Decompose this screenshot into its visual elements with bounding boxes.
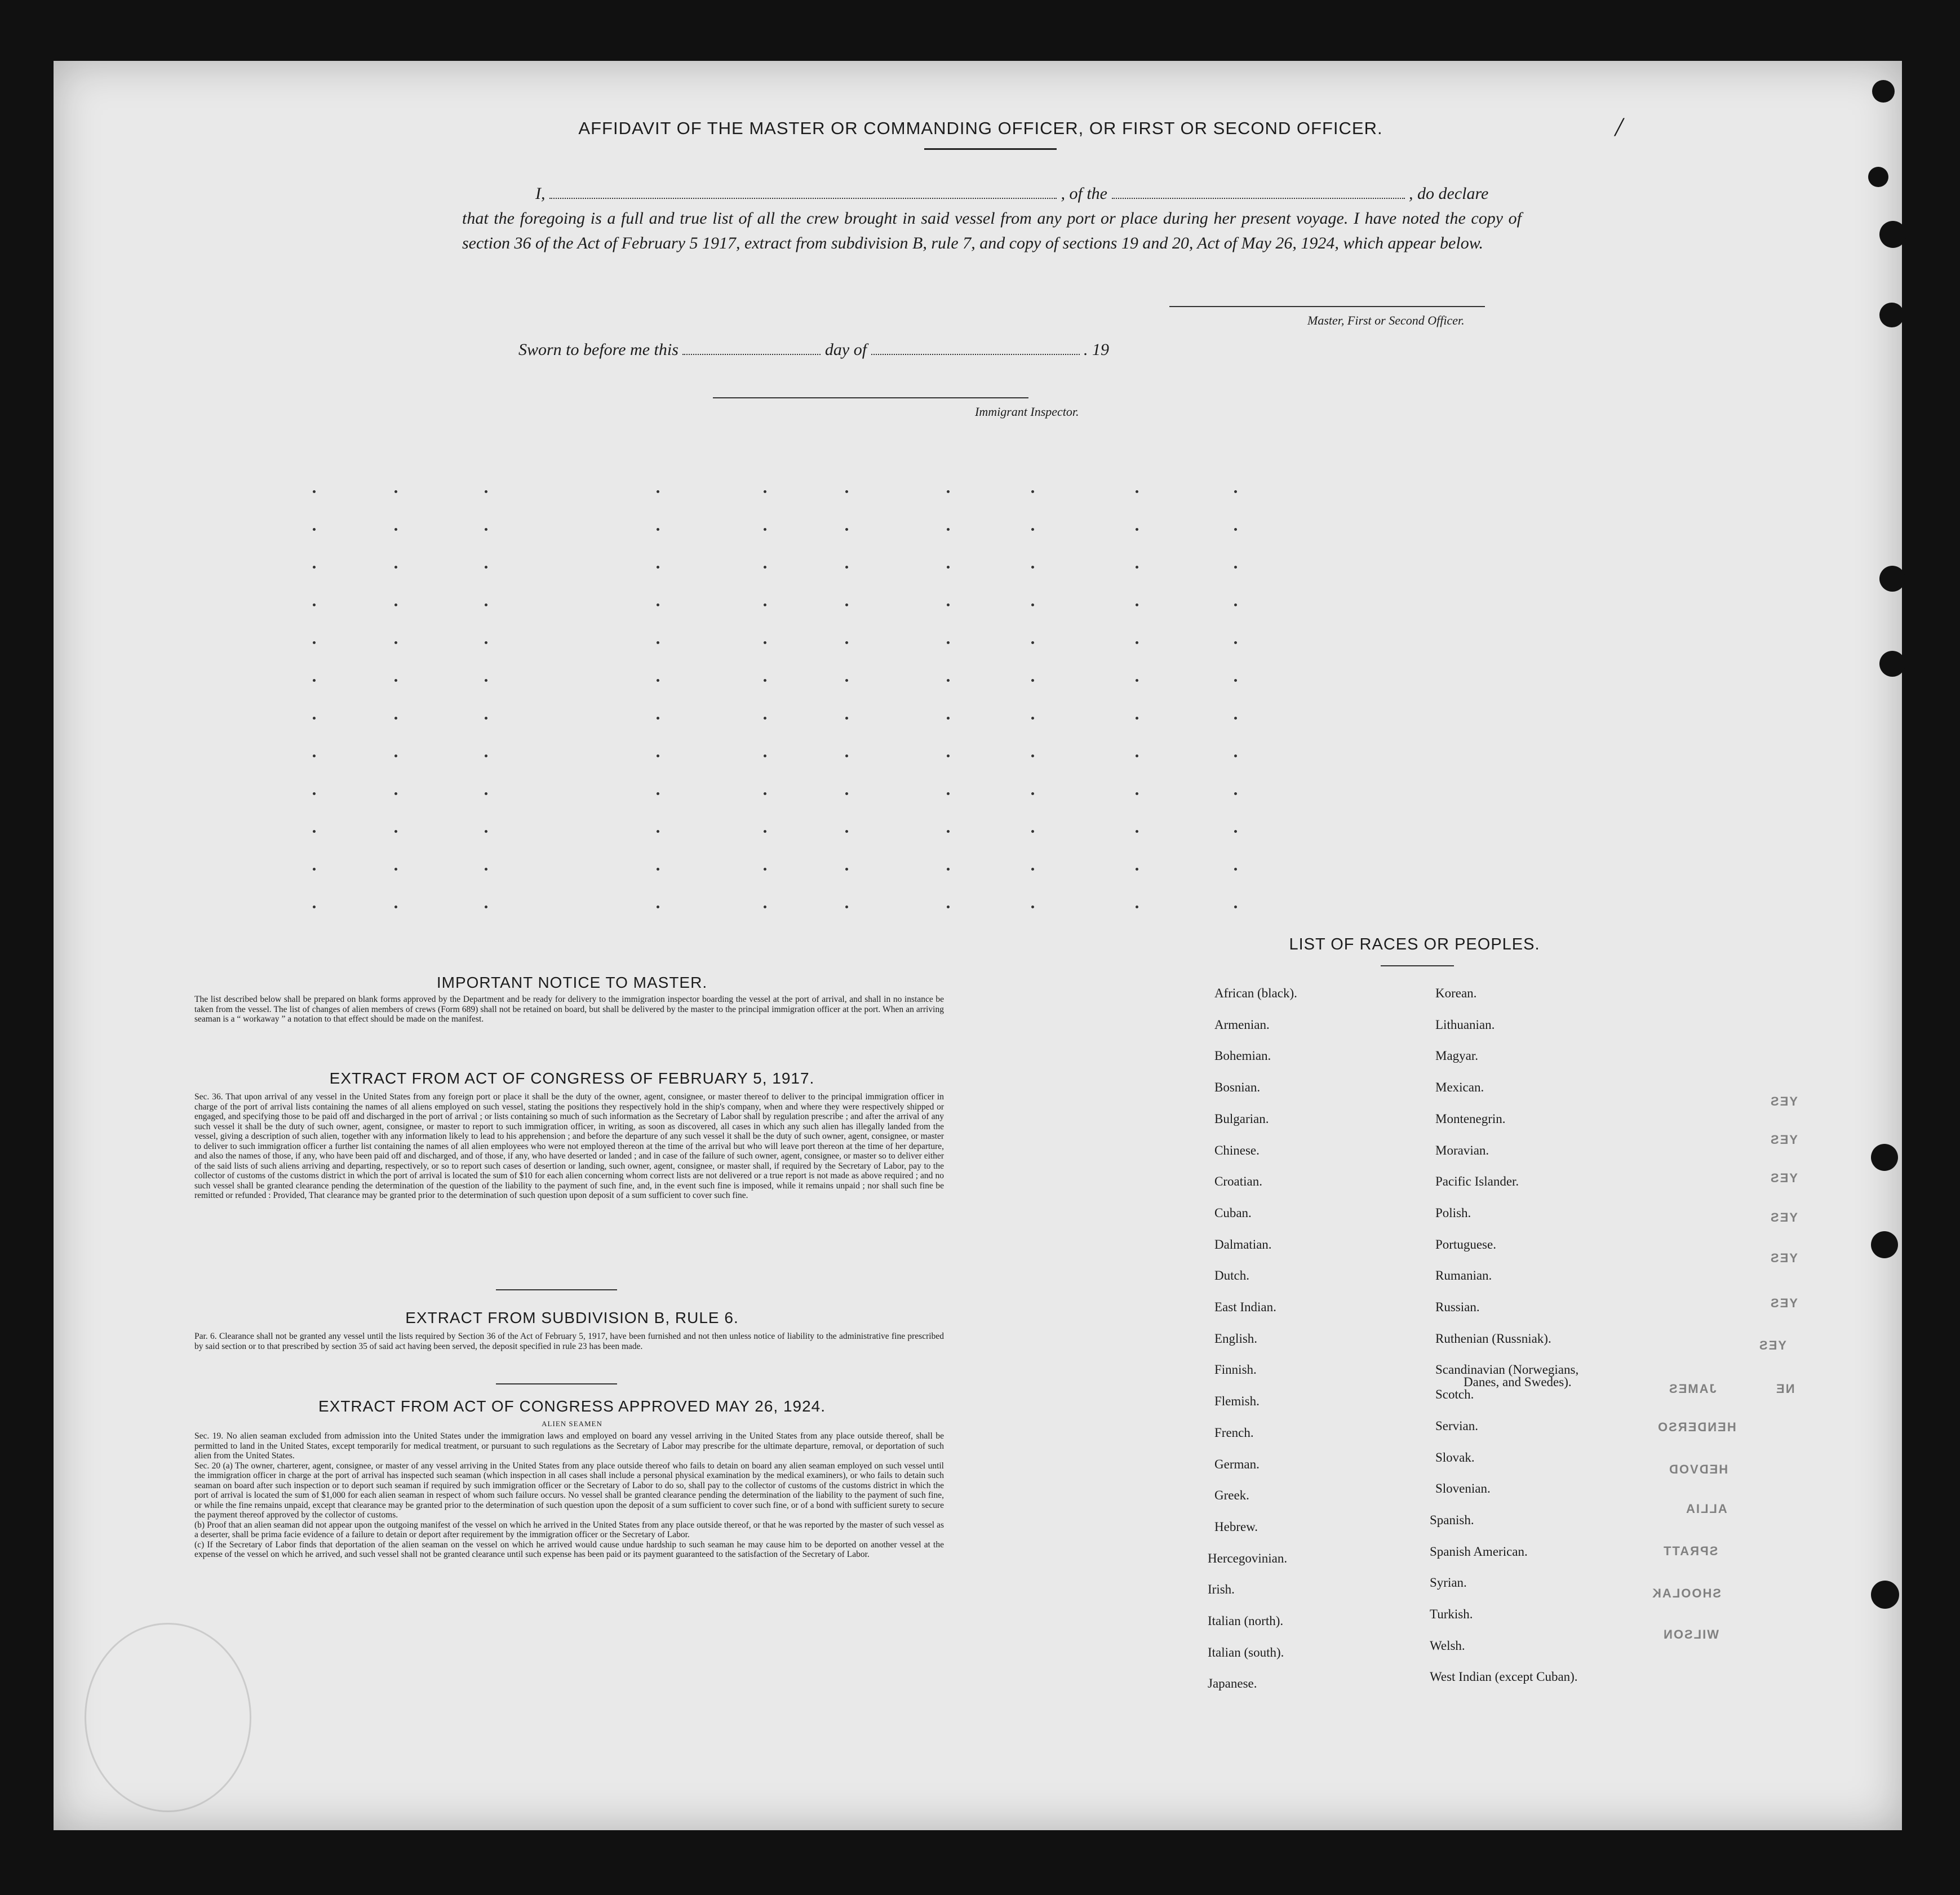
name-blank [549, 184, 1057, 199]
races-heading-rule [1381, 965, 1454, 966]
faint-dot [313, 679, 316, 682]
faint-dot [1234, 830, 1237, 833]
race-item: African (black). [1214, 986, 1297, 1000]
faint-dot [1234, 755, 1237, 757]
bleed-through-mark: YES [1770, 1210, 1798, 1224]
title-underline [924, 148, 1057, 150]
race-item: Scandinavian (Norwegians, [1435, 1363, 1579, 1377]
race-item: Dutch. [1214, 1268, 1249, 1282]
faint-dot [845, 792, 848, 795]
punch-hole [1879, 651, 1905, 677]
faint-dot [657, 755, 659, 757]
faint-dot [657, 868, 659, 871]
punch-hole [1872, 80, 1895, 103]
affidavit-title: AFFIDAVIT OF THE MASTER OR COMMANDING OFFICER, OR FIRST OR SECOND OFFICER. [578, 118, 1383, 138]
faint-dot [947, 641, 950, 644]
faint-dot [1031, 490, 1034, 493]
section-divider [496, 1383, 617, 1384]
vessel-blank [1112, 184, 1405, 199]
section-divider [496, 1289, 617, 1290]
race-item: Italian (north). [1208, 1614, 1284, 1628]
bleed-through-mark: HEDVOD [1668, 1462, 1728, 1476]
faint-dot [1031, 603, 1034, 606]
faint-dot [845, 755, 848, 757]
faint-dot [1136, 868, 1138, 871]
race-item: Magyar. [1435, 1049, 1479, 1063]
race-item: Spanish American. [1430, 1545, 1528, 1559]
faint-dot [947, 566, 950, 569]
punch-hole [1871, 1144, 1898, 1171]
subdivision-b-heading: EXTRACT FROM SUBDIVISION B, RULE 6. [405, 1309, 739, 1326]
faint-dot [313, 830, 316, 833]
faint-dot [947, 679, 950, 682]
faint-dot [1031, 830, 1034, 833]
faint-dot [394, 868, 397, 871]
faint-dot [845, 868, 848, 871]
race-item: Cuban. [1214, 1206, 1252, 1220]
faint-dot [1136, 717, 1138, 720]
race-item: Greek. [1214, 1488, 1249, 1502]
bleed-through-mark: HENDERSO [1657, 1420, 1736, 1434]
faint-dot [394, 792, 397, 795]
faint-dot [947, 830, 950, 833]
faint-dot [1234, 490, 1237, 493]
punch-hole [1879, 303, 1904, 327]
faint-dot [657, 490, 659, 493]
sworn-prefix: Sworn to before me this [518, 340, 679, 359]
bleed-through-mark: YES [1770, 1094, 1798, 1108]
faint-dot [1234, 792, 1237, 795]
faint-dot [947, 906, 950, 908]
month-blank [871, 341, 1080, 355]
faint-dot [313, 528, 316, 531]
faint-dot [764, 717, 766, 720]
faint-dot [313, 490, 316, 493]
race-item: Rumanian. [1435, 1268, 1492, 1282]
declaration-of-the: , of the [1061, 184, 1107, 203]
race-item: Bohemian. [1214, 1049, 1271, 1063]
bleed-through-mark: YES [1770, 1251, 1798, 1265]
section-20c: (c) If the Secretary of Labor finds that deportation of the alien seaman on the vessel on which he arrived would cause undue hardship to such seaman he may cause him to be deported on another vessel at the expense of the vessel on which he arrived, and such vessel shall not be granted clearance until such expense has been paid or its payment guaranteed to the satisfaction of the Secretary of Labor. [194, 1539, 944, 1559]
race-item: Moravian. [1435, 1143, 1489, 1157]
race-item: Hercegovinian. [1208, 1551, 1288, 1565]
master-signature-caption: Master, First or Second Officer. [1307, 313, 1465, 327]
alien-seamen-subheading: ALIEN SEAMEN [542, 1419, 602, 1428]
race-item: Turkish. [1430, 1607, 1473, 1621]
faint-dot [1136, 528, 1138, 531]
faint-dot [394, 717, 397, 720]
race-item: Flemish. [1214, 1394, 1260, 1408]
race-item: Bosnian. [1214, 1080, 1261, 1094]
faded-seal [85, 1623, 251, 1812]
faint-dot [1136, 603, 1138, 606]
faint-dot [485, 717, 487, 720]
faint-dot [485, 566, 487, 569]
faint-dot [313, 641, 316, 644]
inspector-signature-line [713, 397, 1028, 398]
subdivision-b-body: Par. 6. Clearance shall not be granted any vessel until the lists required by Section 36 of the Act of February 5, 1917, have been furnished and not then unless notice of liability to the administrative fine prescribed by said section or to that prescribed by section 35 of said act having been served, the deposit specified in rule 23 has been made. [194, 1332, 944, 1351]
faint-dot [1136, 792, 1138, 795]
faint-dot [1136, 906, 1138, 908]
race-scandinavian-continued: Danes, and Swedes). [1464, 1375, 1572, 1389]
faint-dot [394, 490, 397, 493]
race-item: Bulgarian. [1214, 1112, 1269, 1126]
faint-dot [1031, 679, 1034, 682]
section-19: Sec. 19. No alien seaman excluded from admission into the United States under the immigration laws and employed on board any vessel arriving in the United States from any place outside thereof, shall be permitted to land in the United States, except temporarily for medical treatment, or pursuant to such regulations as the Secretary of Labor may prescribe for the ultimate departure, removal, or deportation of such alien from the United States. [194, 1431, 944, 1461]
race-item: Slovak. [1435, 1450, 1475, 1464]
page-mark: / [1615, 112, 1623, 142]
faint-dot [1234, 906, 1237, 908]
race-item: Italian (south). [1208, 1645, 1284, 1659]
race-item: Croatian. [1214, 1174, 1262, 1188]
race-item: Portuguese. [1435, 1237, 1496, 1252]
faint-dot [845, 717, 848, 720]
faint-dot [657, 528, 659, 531]
faint-dot [1234, 603, 1237, 606]
faint-dot [657, 679, 659, 682]
faint-dot [394, 566, 397, 569]
faint-dot [764, 830, 766, 833]
race-item: French. [1214, 1426, 1254, 1440]
sworn-line [518, 340, 1109, 360]
faint-dot [313, 868, 316, 871]
faint-dot [1234, 717, 1237, 720]
faint-dot [1234, 641, 1237, 644]
extract-1917-heading: EXTRACT FROM ACT OF CONGRESS OF FEBRUARY 5, 1917. [329, 1069, 815, 1087]
punch-hole [1871, 1581, 1899, 1609]
races-heading: LIST OF RACES OR PEOPLES. [1289, 935, 1540, 953]
faint-dot [1136, 830, 1138, 833]
race-item: West Indian (except Cuban). [1430, 1670, 1578, 1684]
faint-dot [764, 490, 766, 493]
faint-dot [947, 717, 950, 720]
faint-dot [394, 603, 397, 606]
faint-dot [313, 566, 316, 569]
faint-dot [764, 792, 766, 795]
faint-dot [657, 792, 659, 795]
faint-dot [1234, 528, 1237, 531]
race-item: Scotch. [1435, 1387, 1474, 1401]
race-item: Spanish. [1430, 1513, 1474, 1527]
race-item: Polish. [1435, 1206, 1471, 1220]
faint-dot [947, 528, 950, 531]
faint-dot [485, 641, 487, 644]
faint-dot [394, 528, 397, 531]
faint-dot [1234, 679, 1237, 682]
declaration-do-declare: , do declare [1409, 184, 1489, 203]
race-item: Dalmatian. [1214, 1237, 1272, 1252]
faint-dot [947, 792, 950, 795]
faint-dot [1136, 641, 1138, 644]
faint-dot [845, 566, 848, 569]
faint-dot [764, 528, 766, 531]
faint-dot [657, 906, 659, 908]
faint-dot [1031, 717, 1034, 720]
faint-dot [1031, 641, 1034, 644]
declaration-statement: that the foregoing is a full and true list of all the crew brought in said vessel from any port or place during her present voyage. I have noted the copy of section 36 of the Act of February 5 1917, extract from subdivision B, rule 7, and copy of sections 19 and 20, Act of May 26, 1924, which appear below. [462, 209, 1522, 252]
bleed-through-mark: YES [1758, 1338, 1787, 1352]
faint-dot [845, 603, 848, 606]
faint-dot [313, 717, 316, 720]
race-item: Ruthenian (Russniak). [1435, 1332, 1551, 1346]
punch-hole [1868, 167, 1888, 187]
faint-dot [764, 603, 766, 606]
bleed-through-mark: YES [1770, 1296, 1798, 1310]
faint-dot [313, 603, 316, 606]
race-item: English. [1214, 1332, 1258, 1346]
faint-dot [1234, 868, 1237, 871]
faint-dot [657, 641, 659, 644]
race-item: Pacific Islander. [1435, 1174, 1519, 1188]
master-signature-line [1169, 306, 1485, 307]
faint-dot [313, 906, 316, 908]
declaration-i: I, [535, 184, 546, 203]
faint-dot [313, 755, 316, 757]
race-item: Japanese. [1208, 1676, 1257, 1690]
faint-dot [1031, 528, 1034, 531]
faint-dot [485, 830, 487, 833]
faint-dot [485, 490, 487, 493]
faint-dot [394, 830, 397, 833]
faint-dot [947, 603, 950, 606]
punch-hole [1879, 566, 1905, 592]
faint-dot [1136, 755, 1138, 757]
race-item: Lithuanian. [1435, 1018, 1495, 1032]
faint-dot [485, 528, 487, 531]
faint-dot [764, 755, 766, 757]
faint-dot [394, 679, 397, 682]
faint-dot [845, 906, 848, 908]
faint-dot [764, 641, 766, 644]
faint-dot [485, 868, 487, 871]
extract-1917-body: Sec. 36. That upon arrival of any vessel in the United States from any foreign port or place it shall be the duty of the owner, agent, consignee, or master thereof to deliver to the principal immigration officer in charge of the port of arrival lists containing the names of all aliens employed on such vessel, stating the positions they respectively hold in the ship's company, when and where they were respectively shipped or engaged, and specifying those to be paid off and discharged in the port of arrival ; or lists containing so much of such information as the Secretary of Labor shall by regulation prescribe ; and after the arrival of any such vessel it shall be the duty of such owner, agent, consignee, or master to report to such immigration officer, in writing, as soon as discovered, all cases in which any such alien has illegally landed from the vessel, giving a description of such alien, together with any information likely to lead to his apprehension ; and before the departure of any such vessel it shall be the duty of such owner, agent, consignee, or master to deliver to such immigration officer a further list containing the names of all alien employees who were not employed thereon at the time of the arrival but who will leave port thereon at the time of her departure, and also the names of those, if any, who have been paid off and discharged, and of those, if any, who have deserted or landed ; and in case of the failure of such owner, agent, consignee, or master so to deliver either of the said lists of such aliens arriving and departing, respectively, or so to report such cases of desertion or landing, such owner, agent, consignee, or master shall, if required by the Secretary of Labor, pay to the collector of customs of the customs district in which the port of arrival is located the sum of $10 for each alien concerning whom correct lists are not delivered or a true report is not made as above required ; and no such vessel shall be granted clearance pending the determination of the question of the liability to the payment of such fine, and, in the event such fine is imposed, while it remains unpaid ; nor shall such fine be remitted or refunded : Provided, That clearance may be granted prior to the determination of such question upon deposit of a sum sufficient to cover such fine. [194, 1092, 944, 1200]
race-item: Syrian. [1430, 1576, 1467, 1590]
faint-dot [1031, 755, 1034, 757]
faint-dot [1031, 566, 1034, 569]
faint-dot [1136, 566, 1138, 569]
race-item: Russian. [1435, 1300, 1480, 1314]
faint-dot [764, 679, 766, 682]
faint-dot [1031, 906, 1034, 908]
faint-dot [845, 830, 848, 833]
race-item: East Indian. [1214, 1300, 1276, 1314]
faint-dot [1136, 679, 1138, 682]
notice-heading: IMPORTANT NOTICE TO MASTER. [436, 974, 708, 991]
race-item: Korean. [1435, 986, 1477, 1000]
extract-1924-body [194, 1431, 944, 1560]
bleed-through-mark: YES [1770, 1133, 1798, 1147]
faint-dot [657, 717, 659, 720]
bleed-through-mark: ALLIA [1685, 1502, 1727, 1516]
faint-dot [1031, 792, 1034, 795]
inspector-caption: Immigrant Inspector. [975, 405, 1079, 419]
faint-dot [845, 528, 848, 531]
bleed-through-mark: JAMES [1668, 1382, 1717, 1396]
race-item: Chinese. [1214, 1143, 1260, 1157]
faint-dot [485, 603, 487, 606]
faint-dot [1031, 868, 1034, 871]
race-item: Mexican. [1435, 1080, 1484, 1094]
race-item: Irish. [1208, 1582, 1235, 1596]
faint-dot [394, 641, 397, 644]
race-item: Hebrew. [1214, 1520, 1258, 1534]
faint-dot [485, 679, 487, 682]
faint-dot [947, 868, 950, 871]
section-20a: Sec. 20 (a) The owner, charterer, agent, consignee, or master of any vessel arriving in the United States from any place outside thereof who fails to detain on board any alien seaman employed on such vessel until the immigration officer in charge at the port of arrival has inspected such seaman (which inspection in all cases shall include a personal physical examination by the medical examiners), or who fails to detain such seaman on board after such inspection or to deport such seaman if required by such immigration officer or the Secretary of Labor to do so, shall pay to the collector of customs of the customs district in which the port of arrival is located the sum of $1,000 for each alien seaman in respect of whom such failure occurs. No vessel shall be granted clearance pending the determination of the liability to the payment of such fine, or while the fine remains unpaid, except that clearance may be granted prior to the determination of such question upon the deposit of a sum sufficient to cover such fine, or of a bond with sufficient surety to secure the payment thereof approved by the collector of customs. [194, 1461, 944, 1520]
day-blank [682, 341, 821, 355]
faint-dot [764, 868, 766, 871]
faint-dot [947, 755, 950, 757]
extract-1924-heading: EXTRACT FROM ACT OF CONGRESS APPROVED MAY 26, 1924. [318, 1397, 826, 1415]
faint-dot [313, 792, 316, 795]
punch-hole [1879, 221, 1906, 248]
race-item: Slovenian. [1435, 1481, 1491, 1495]
faint-dot [845, 679, 848, 682]
race-item: Welsh. [1430, 1639, 1465, 1653]
document-sheet [54, 61, 1902, 1830]
faint-dot [485, 792, 487, 795]
bleed-through-mark: NE [1775, 1382, 1795, 1396]
faint-dot [394, 906, 397, 908]
faint-dot [657, 603, 659, 606]
faint-dot [1136, 490, 1138, 493]
faint-dot [845, 641, 848, 644]
notice-body: The list described below shall be prepared on blank forms approved by the Department and be ready for delivery to the immigration inspector boarding the vessel at the port of arrival, and shall in no instance be taken from the vessel. The list of changes of alien members of crews (Form 689) shall not be retained on board, but shall be delivered by the master to the principal immigration officer at the port. When an arriving seaman is a “ workaway ” a notation to that effect should be made on the manifest. [194, 995, 944, 1024]
bleed-through-mark: WILSON [1662, 1627, 1719, 1641]
sworn-day-of: day of [824, 340, 867, 359]
faint-dot [485, 906, 487, 908]
faint-dot [394, 755, 397, 757]
race-item: Armenian. [1214, 1018, 1270, 1032]
sworn-year: . 19 [1084, 340, 1110, 359]
bleed-through-mark: SHOOLAK [1651, 1586, 1721, 1600]
faint-dot [1234, 566, 1237, 569]
faint-dot [845, 490, 848, 493]
faint-dot [947, 490, 950, 493]
race-item: Finnish. [1214, 1363, 1257, 1377]
race-item: Servian. [1435, 1419, 1479, 1433]
declaration-block [462, 181, 1522, 256]
bleed-through-mark: YES [1770, 1171, 1798, 1185]
faint-dot [764, 566, 766, 569]
race-item: Montenegrin. [1435, 1112, 1506, 1126]
faint-dot [764, 906, 766, 908]
bleed-through-mark: SPRATT [1662, 1544, 1718, 1558]
faint-dot [657, 830, 659, 833]
faint-dot [657, 566, 659, 569]
section-20b: (b) Proof that an alien seaman did not appear upon the outgoing manifest of the vessel on which he arrived in the United States from any place outside thereof, or that he was reported by the master of such vessel as a deserter, shall be prima facie evidence of a failure to detain or deport after requirement by the immigration officer or the Secretary of Labor. [194, 1520, 944, 1539]
punch-hole [1871, 1231, 1898, 1258]
faint-dot [485, 755, 487, 757]
race-item: German. [1214, 1457, 1260, 1471]
